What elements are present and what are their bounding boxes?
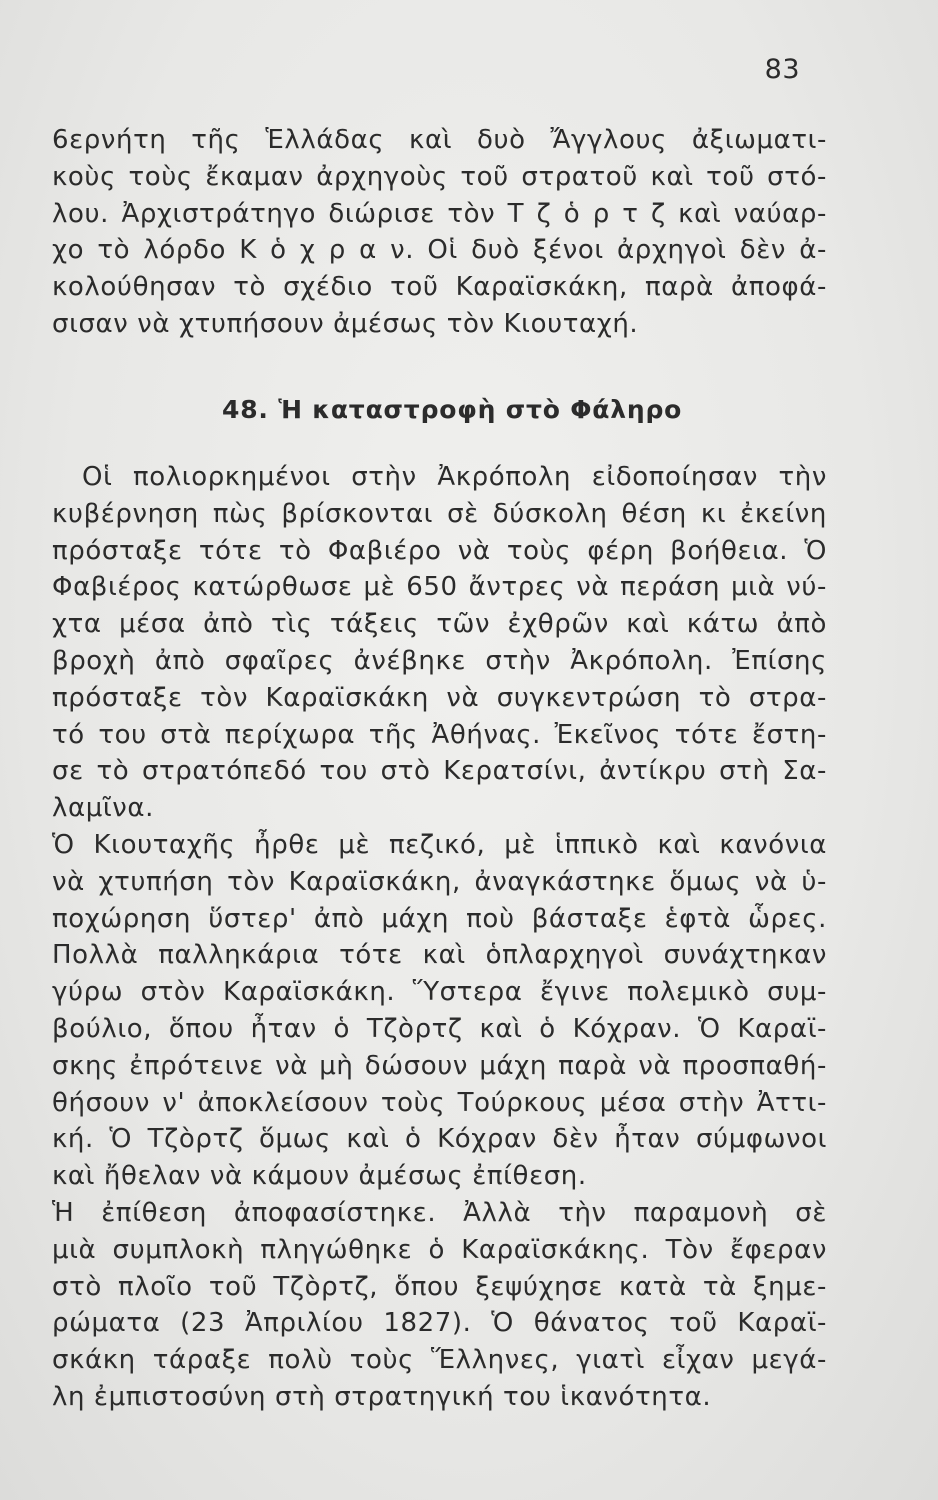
- text-line: βούλιο, ὅπου ἦταν ὁ Τζὸρτζ καὶ ὁ Κόχραν. Ὁ Καραϊ-: [52, 1013, 827, 1044]
- text-line: λαμῖνα.: [52, 793, 154, 824]
- text-line: ρώματα (23 Ἀπριλίου 1827). Ὁ θάνατος τοῦ Καραϊ-: [52, 1308, 827, 1339]
- text-line: κή. Ὁ Τζὸρτζ ὅμως καὶ ὁ Κόχραν δὲν ἦταν σύμφωνοι: [52, 1124, 827, 1155]
- text-line: Ἡ ἐπίθεση ἀποφασίστηκε. Ἀλλὰ τὴν παραμονὴ σὲ: [52, 1197, 827, 1228]
- text-line: κυβέρνηση πὼς βρίσκονται σὲ δύσκολη θέση κι ἐκείνη: [52, 498, 827, 529]
- text-line: Πολλὰ παλληκάρια τότε καὶ ὁπλαρχηγοὶ συνάχτηκαν: [52, 940, 827, 971]
- text-line: πρόσταξε τὸν Καραϊσκάκη νὰ συγκεντρώση τὸ στρα-: [52, 682, 827, 713]
- text-line: ποχώρηση ὕστερ' ἀπὸ μάχη ποὺ βάσταξε ἑφτὰ ὧρες.: [52, 903, 827, 934]
- text-line: λη ἐμπιστοσύνη στὴ στρατηγική του ἱκανότητα.: [52, 1381, 712, 1412]
- text-line: βροχὴ ἀπὸ σφαῖρες ἀνέβηκε στὴν Ἀκρόπολη. Ἐπίσης: [52, 645, 827, 676]
- text-line: Ὁ Κιουταχῆς ἦρθε μὲ πεζικό, μὲ ἱππικὸ καὶ κανόνια: [52, 829, 827, 860]
- text-line: στὸ πλοῖο τοῦ Τζὸρτζ, ὅπου ξεψύχησε κατὰ τὰ ξημε-: [52, 1271, 827, 1302]
- text-line: λου. Ἀρχιστράτηγο διώρισε τὸν Τ ζ ὁ ρ τ ζ καὶ ναύαρ-: [52, 198, 827, 229]
- text-line: σε τὸ στρατόπεδό του στὸ Κερατσίνι, ἀντίκρυ στὴ Σα-: [52, 756, 827, 787]
- text-line: Φαβιέρος κατώρθωσε μὲ 650 ἄντρες νὰ περάση μιὰ νύ-: [52, 572, 827, 603]
- section-heading: 48. Ἡ καταστροφὴ στὸ Φάληρο: [222, 395, 683, 424]
- text-line: σισαν νὰ χτυπήσουν ἀμέσως τὸν Κιουταχή.: [52, 308, 639, 339]
- text-line: μιὰ συμπλοκὴ πληγώθηκε ὁ Καραϊσκάκης. Τὸν ἔφεραν: [52, 1234, 827, 1265]
- paragraph-continuation: [52, 122, 827, 343]
- text-line: τό του στὰ περίχωρα τῆς Ἀθήνας. Ἐκεῖνος τότε ἔστη-: [52, 719, 827, 750]
- page-number: 83: [764, 54, 800, 85]
- text-line: σκάκη τάραξε πολὺ τοὺς Ἕλληνες, γιατὶ εἶχαν μεγά-: [52, 1345, 827, 1376]
- text-line: καὶ ἤθελαν νὰ κάμουν ἀμέσως ἐπίθεση.: [52, 1161, 587, 1192]
- text-line: χο τὸ λόρδο Κ ὁ χ ρ α ν. Οἱ δυὸ ξένοι ἀρχηγοὶ δὲν ἀ-: [52, 235, 827, 266]
- text-line: χτα μέσα ἀπὸ τὶς τάξεις τῶν ἐχθρῶν καὶ κάτω ἀπὸ: [52, 609, 827, 640]
- text-line: σκης ἐπρότεινε νὰ μὴ δώσουν μάχη παρὰ νὰ προσπαθή-: [52, 1050, 827, 1081]
- text-line: θήσουν ν' ἀποκλείσουν τοὺς Τούρκους μέσα στὴν Ἀττι-: [52, 1087, 827, 1118]
- text-line: κολούθησαν τὸ σχέδιο τοῦ Καραϊσκάκη, παρὰ ἀποφά-: [52, 272, 827, 303]
- text-line: πρόσταξε τότε τὸ Φαβιέρο νὰ τοὺς φέρη βοήθεια. Ὁ: [52, 535, 827, 566]
- text-line: γύρω στὸν Καραϊσκάκη. Ὕστερα ἔγινε πολεμικὸ συμ-: [52, 977, 827, 1008]
- text-line: 6ερνήτη τῆς Ἑλλάδας καὶ δυὸ Ἄγγλους ἀξιωματι-: [52, 125, 827, 155]
- text-line: Οἱ πολιορκημένοι στὴν Ἀκρόπολη εἰδοποίησαν τὴν: [82, 462, 827, 492]
- section-body: [52, 459, 827, 1416]
- text-line: νὰ χτυπήση τὸν Καραϊσκάκη, ἀναγκάστηκε ὅμως νὰ ὑ-: [52, 866, 827, 897]
- text-line: κοὺς τοὺς ἔκαμαν ἀρχηγοὺς τοῦ στρατοῦ καὶ τοῦ στό-: [52, 161, 827, 192]
